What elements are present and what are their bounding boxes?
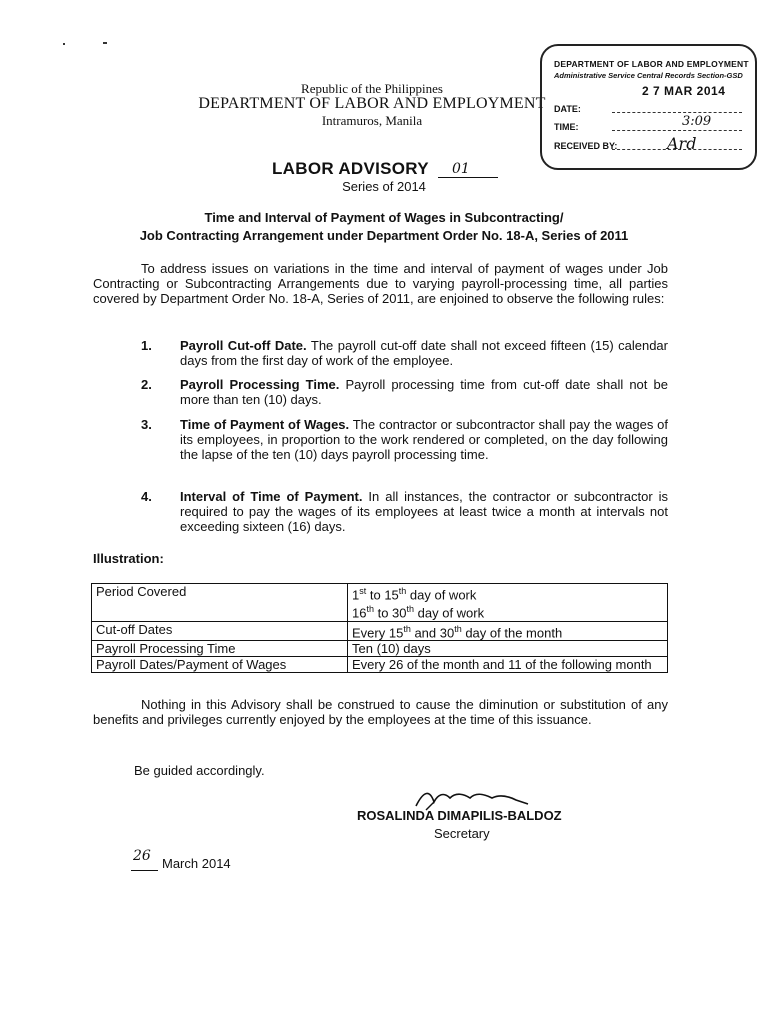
rule-item	[180, 338, 668, 368]
table-cell-label: Cut-off Dates	[92, 621, 348, 640]
rule-number: 4.	[141, 489, 152, 504]
table-cell-value: Ten (10) days	[348, 640, 668, 656]
signatory-title: Secretary	[434, 826, 490, 841]
illustration-table	[91, 583, 668, 673]
period-line-1: 1st to 15th day of work	[352, 586, 477, 603]
table-cell-label: Period Covered	[92, 584, 348, 622]
rule-number: 1.	[141, 338, 152, 353]
table-row	[92, 621, 668, 640]
table-cell-label: Payroll Dates/Payment of Wages	[92, 656, 348, 672]
rule-item	[180, 417, 668, 463]
rule-title: Payroll Processing Time.	[180, 377, 340, 392]
advisory-number: 01	[438, 161, 498, 178]
table-cell-value	[348, 584, 668, 622]
rule-item	[180, 377, 668, 407]
advisory-series: Series of 2014	[342, 179, 426, 194]
rule-title: Time of Payment of Wages.	[180, 417, 350, 432]
header-department: DEPARTMENT OF LABOR AND EMPLOYMENT	[198, 95, 546, 112]
header-city: Intramuros, Manila	[321, 113, 423, 128]
rule-number: 2.	[141, 377, 152, 392]
subject-line-1: Time and Interval of Payment of Wages in Subcontracting/	[204, 210, 564, 225]
stamp-received-label: RECEIVED BY:	[554, 141, 618, 151]
rule-text: The payroll cut-off date shall not exceed fifteen (15) calendar days from the first day of work of the employee.	[180, 338, 668, 369]
rule-text: Payroll processing time from cut-off date shall not be more than ten (10) days.	[180, 377, 668, 408]
stamp-date-label: DATE:	[554, 104, 581, 114]
rule-number: 3.	[141, 417, 152, 432]
table-row	[92, 584, 668, 622]
table-cell-label: Payroll Processing Time	[92, 640, 348, 656]
stamp-date-rule	[612, 112, 742, 113]
subject-line-2: Job Contracting Arrangement under Department Order No. 18-A, Series of 2011	[139, 228, 629, 243]
scan-speck	[103, 42, 107, 44]
rule-title: Interval of Time of Payment.	[180, 489, 363, 504]
stamp-received-rule	[612, 149, 742, 150]
table-row	[92, 656, 668, 672]
stamp-time-label: TIME:	[554, 122, 579, 132]
table-cell-value: Every 15th and 30th day of the month	[348, 621, 668, 640]
date-day: 26	[133, 848, 151, 864]
stamp-received-initials: Ard	[667, 134, 697, 153]
rule-title: Payroll Cut-off Date.	[180, 338, 307, 353]
signatory-name: ROSALINDA DIMAPILIS-BALDOZ	[357, 808, 562, 823]
header-republic: Republic of the Philippines	[301, 81, 443, 96]
rule-item	[180, 489, 668, 535]
closing-paragraph: Nothing in this Advisory shall be construed to cause the diminution or substitution of any benefits and privileges currently enjoyed by the employees at the time of this issuance.	[93, 697, 668, 728]
table-row	[92, 640, 668, 656]
guided-line: Be guided accordingly.	[134, 763, 265, 778]
stamp-time-value: 3:09	[682, 114, 712, 129]
stamp-section: Administrative Service Central Records Section-GSD	[554, 71, 743, 80]
intro-paragraph: To address issues on variations in the time and interval of payment of wages under Job Contracting or Subcontracting Arrangements due to varying payroll-processing time, all parties covered by Department Order No. 18-A, Series of 2011, are enjoined to observe the following rules:	[93, 261, 668, 307]
stamp-time-rule	[612, 130, 742, 131]
stamp-date-value: 2 7 MAR 2014	[642, 84, 726, 98]
rule-text: The contractor or subcontractor shall pay the wages of its employees, in proportion to the work rendered or completed, on the day following the lapse of the ten (10) days payroll processing time.	[180, 417, 668, 463]
period-line-2: 16th to 30th day of work	[352, 604, 485, 621]
scan-speck	[63, 43, 65, 45]
illustration-heading: Illustration:	[93, 551, 164, 566]
date-month-year: March 2014	[162, 856, 231, 871]
records-received-stamp	[540, 44, 757, 170]
table-cell-value: Every 26 of the month and 11 of the following month	[348, 656, 668, 672]
stamp-department: DEPARTMENT OF LABOR AND EMPLOYMENT	[554, 59, 749, 69]
date-underline	[131, 870, 158, 871]
rule-text: In all instances, the contractor or subcontractor is required to pay the wages of its employees at least twice a month at intervals not exceeding sixteen (16) days.	[180, 489, 668, 535]
advisory-title: LABOR ADVISORY	[272, 159, 429, 178]
